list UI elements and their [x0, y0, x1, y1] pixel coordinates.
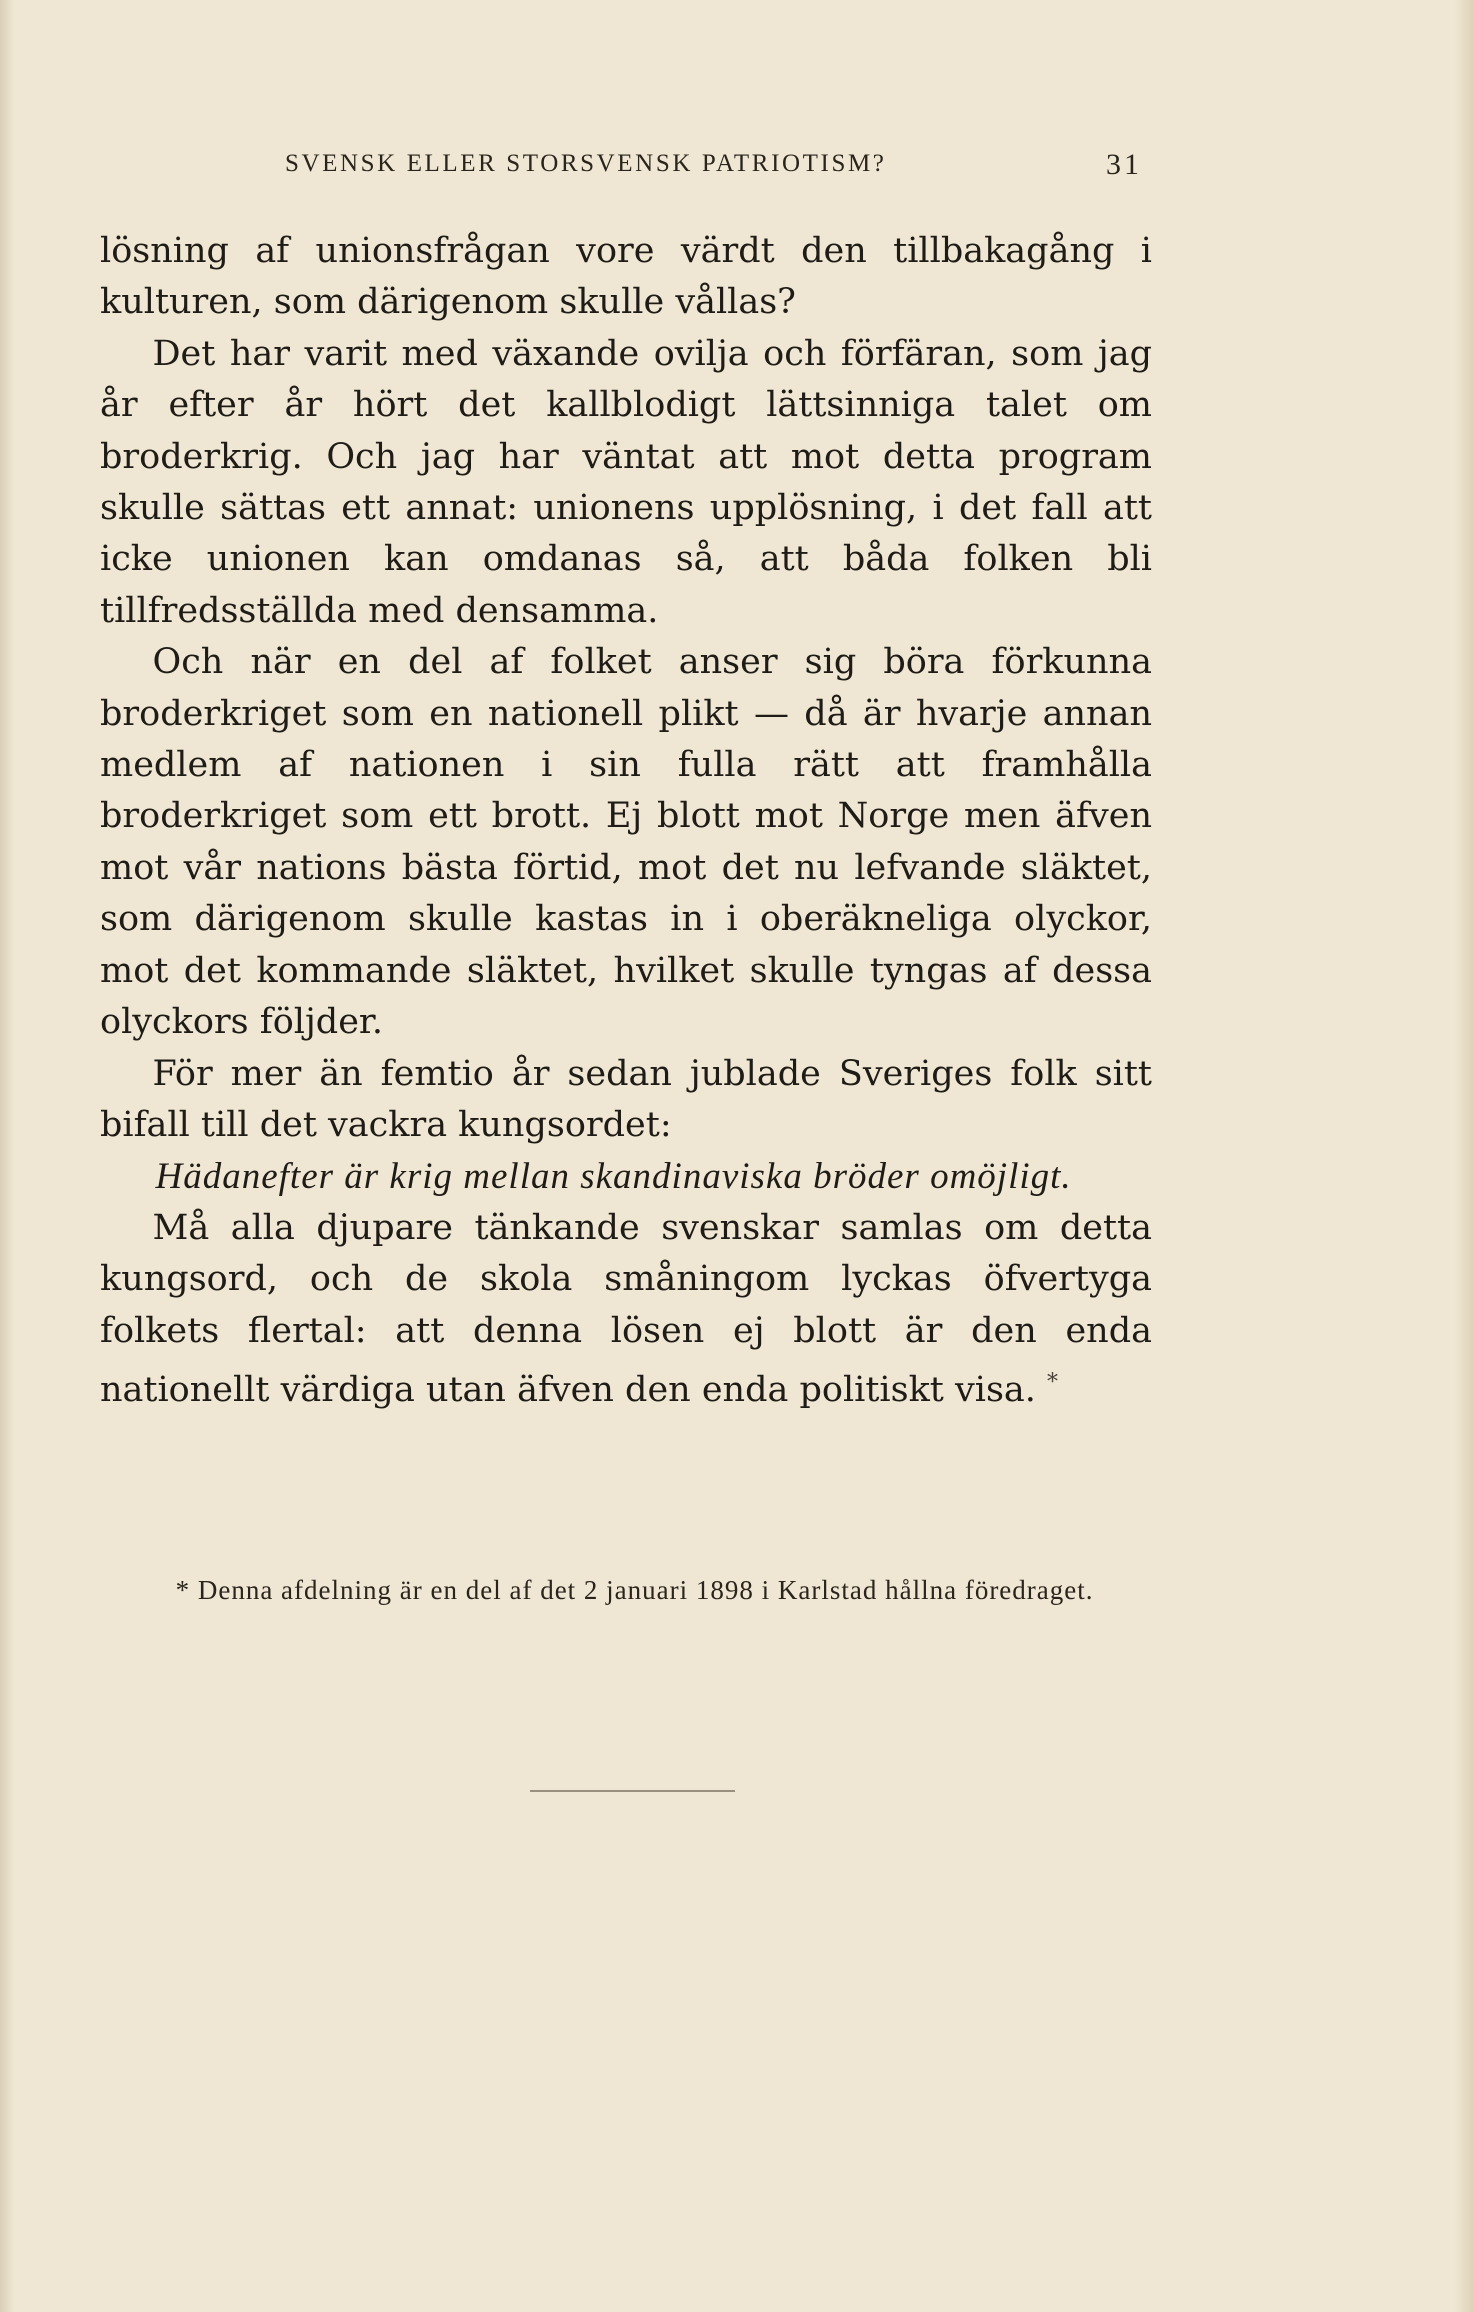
body-text [100, 226, 1152, 1416]
paragraph-6 [100, 1203, 1152, 1417]
page-number: 31 [1106, 148, 1142, 181]
quotation: Hädanefter är krig mellan skandinaviska bröder omöjligt. [155, 1156, 1072, 1198]
page-edge-right [1455, 0, 1473, 2312]
paragraph-3: Och när en del af folket anser sig böra förkunna broderkriget som en nationell plikt — då är hvarje annan medlem af nationen i sin fulla rätt att framhålla broderkriget som ett brott. Ej blott mot Norge men äfven mot vår nations bästa förtid, mot det nu lefvande släktet, som därigenom skulle kastas in i oberäkneliga olyckor, mot det kommande släktet, hvilket skulle tyngas af dessa olyckors följder. [100, 642, 1152, 1043]
paragraph-1: lösning af unionsfrågan vore värdt den tillbakagång i kulturen, som därigenom skulle vållas? [100, 231, 1152, 323]
paragraph-2: Det har varit med växande ovilja och förfäran, som jag år efter år hört det kallblodigt lättsinniga talet om broderkrig. Och jag har väntat att mot detta program skulle sättas ett annat: unionens upplösning, i det fall att icke unionen kan omdanas så, att båda folken bli tillfredsställda med densamma. [100, 333, 1152, 631]
running-title: SVENSK ELLER STORSVENSK PATRIOTISM? [285, 150, 887, 177]
footnote: * Denna afdelning är en del af det 2 januari 1898 i Karlstad hållna föredraget. [175, 1575, 1094, 1605]
section-rule [530, 1790, 735, 1792]
paragraph-6-text: Må alla djupare tänkande svenskar samlas om detta kungsord, och de skola småningom lyckas öfvertyga folkets flertal: att denna lösen ej blott är den enda nationellt värdiga utan äfven den enda politiskt visa. [100, 1207, 1152, 1410]
page-edge-left [0, 0, 14, 2312]
paragraph-4: För mer än femtio år sedan jublade Sveriges folk sitt bifall till det vackra kungsordet: [100, 1053, 1152, 1145]
footnote-reference: * [1047, 1369, 1059, 1395]
